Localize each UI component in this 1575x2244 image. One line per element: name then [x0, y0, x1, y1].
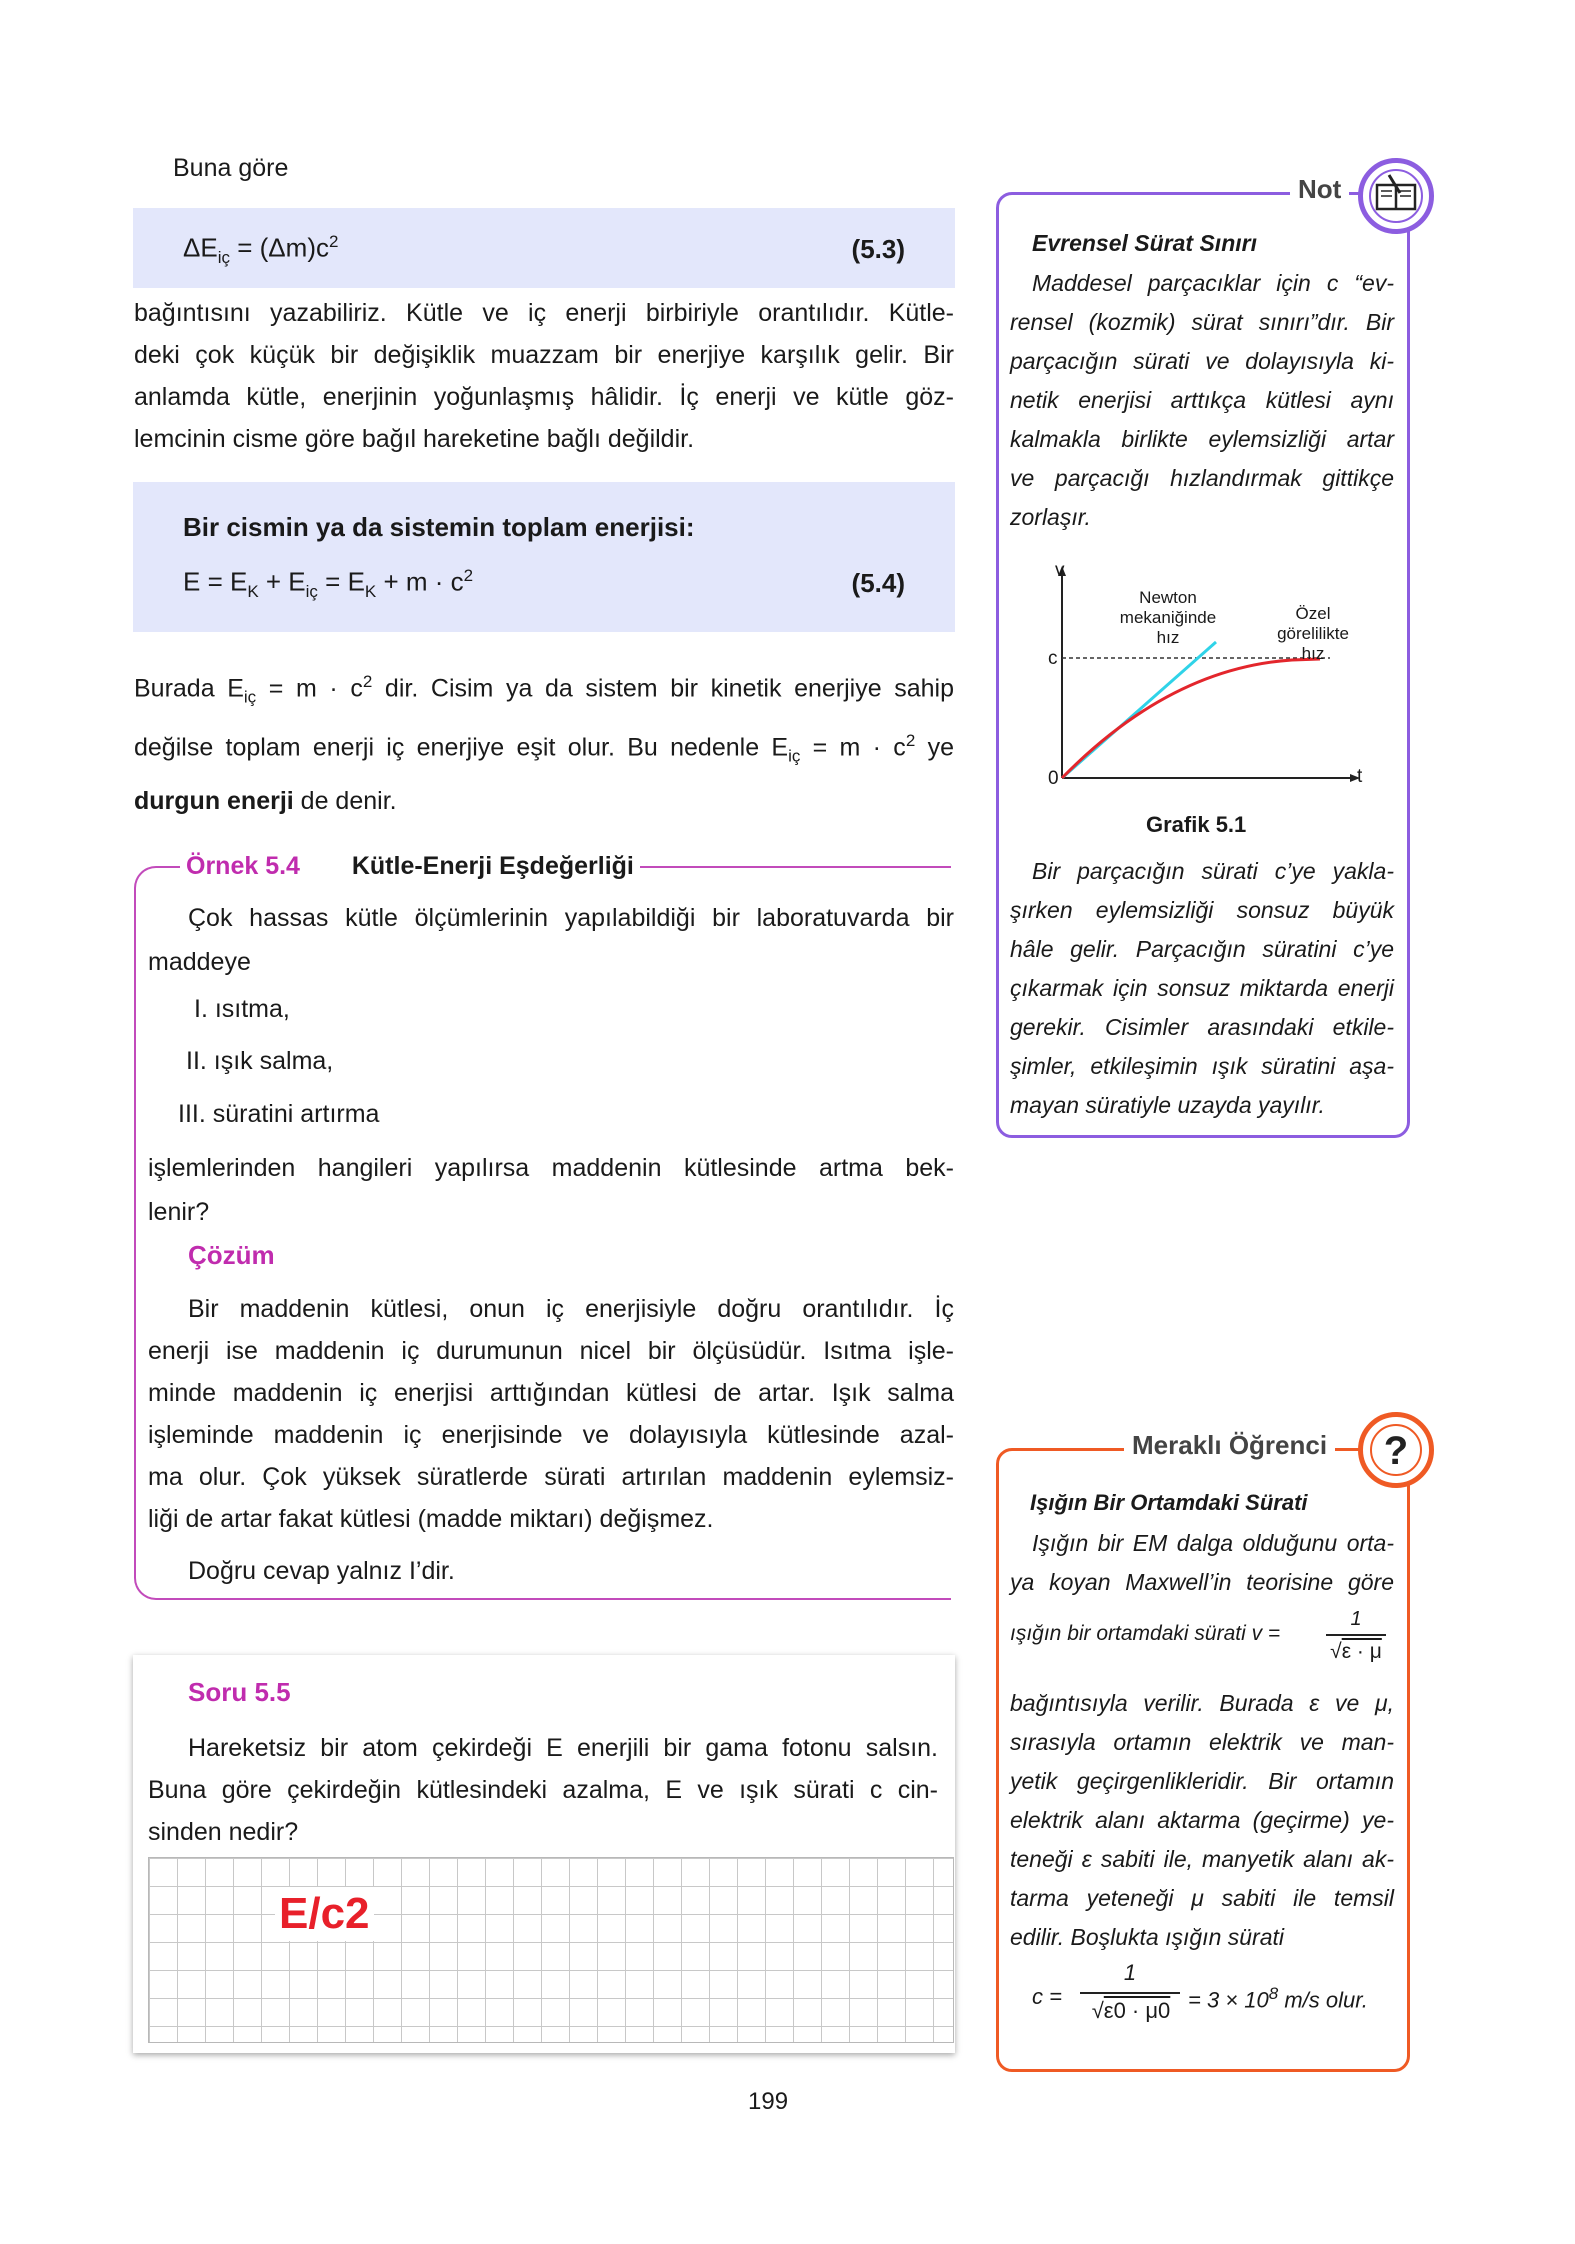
- example-item-2: II. ışık salma,: [186, 1047, 334, 1075]
- graph-x-label: t: [1357, 766, 1363, 787]
- equation-5-3: $\Delta E_{iç} = (\Delta m)c^2$: [183, 232, 339, 267]
- svg-text:?: ?: [1383, 1429, 1409, 1473]
- example-title: Kütle-Enerji Eşdeğerliği: [351, 852, 634, 880]
- solution-label: Çözüm: [188, 1240, 275, 1270]
- final-formula-suffix: = $3 \times 10^8$ m/s olur.: [1188, 1984, 1368, 2013]
- example-label: Örnek 5.4: [186, 852, 300, 880]
- curious-formula-den: √ε · μ: [1330, 1640, 1382, 1663]
- equation-5-4-title: Bir cismin ya da sistemin toplam enerjisi:: [183, 512, 695, 542]
- equation-5-3-number: (5.3): [851, 234, 905, 264]
- equation-5-3-box: [133, 208, 955, 288]
- curious-title: Işığın Bir Ortamdaki Sürati: [1030, 1490, 1308, 1515]
- curious-fraction-bar: [1326, 1634, 1386, 1636]
- equation-5-4-box: [133, 482, 955, 632]
- curious-formula-prefix: ışığın bir ortamdaki sürati v =: [1010, 1622, 1281, 1645]
- note-title: Evrensel Sürat Sınırı: [1032, 230, 1257, 256]
- example-question: işlemlerinden hangileri yapılırsa maddenin kütlesinde artma bek- lenir?: [148, 1154, 954, 1226]
- question-card: [133, 1655, 955, 2053]
- question-body: Hareketsiz bir atom çekirdeği E enerjili bir gama fotonu salsın. Buna göre çekirdeğin kütlesindeki azalma, E ve ışık sürati c cin- sinden nedir?: [148, 1734, 938, 1846]
- answer-text: Doğru cevap yalnız I’dir.: [188, 1557, 455, 1585]
- page-number: 199: [748, 2088, 789, 2115]
- example-item-1: I. ısıtma,: [194, 995, 290, 1023]
- example-body: Çok hassas kütle ölçümlerinin yapılabildiği bir laboratuvarda bir maddeye: [148, 904, 954, 976]
- final-formula-num: 1: [1123, 1960, 1137, 1985]
- example-item-3: III. süratini artırma: [178, 1100, 380, 1128]
- equation-5-4: $E = E_K + E_{iç} = E_K + m \cdot c^2$: [183, 566, 474, 601]
- example-header: [180, 852, 640, 881]
- curious-body-2: bağıntısıyla verilir. Burada ε ve μ, sırasıyla ortamın elektrik ve man- yetik geçirgenlikleridir. Bir ortamın elektrik alanı aktarma (geçirme) ye- teneği ε sabiti ile, manyetik alanı ak- tarma yeteneği μ sabiti ile temsil edilir. Boşlukta ışığın sürati: [1010, 1690, 1394, 1950]
- graph-origin-label: 0: [1048, 768, 1059, 789]
- curious-formula-num: 1: [1350, 1608, 1362, 1630]
- question-label: Soru 5.5: [188, 1677, 291, 1707]
- note-body: Maddesel parçacıklar için c “ev- rensel (kozmik) sürat sınırı”dır. Bir parçacığın sürati ve dolayısıyla ki- netik enerjisi arttıkça kütlesi aynı kalmakla birlikte eylemsizliği artar ve parçacığı hızlandırmak gittikçe zorlaşır.: [1010, 270, 1394, 530]
- final-fraction-bar: [1080, 1992, 1180, 1994]
- graph-relativity-label: Özel görelilikte hız: [1277, 604, 1349, 663]
- final-formula-prefix: c =: [1032, 1984, 1062, 2009]
- note-book-icon: [1358, 158, 1434, 234]
- intro-text: Buna göre: [173, 154, 289, 182]
- answer-grid[interactable]: [148, 1857, 954, 2043]
- handwritten-answer: E/c2: [275, 1887, 374, 1941]
- paragraph-2: Burada $E_{iç} = m \cdot c^2$ dir. Cisim ya da sistem bir kinetik enerjiye sahip değilse toplam enerji iç enerjiye eşit olur. Bu nedenle $E_{iç} = m \cdot c^2$ ye durgun enerji de denir.: [134, 672, 954, 815]
- paragraph-1: bağıntısını yazabiliriz. Kütle ve iç enerji birbiriyle orantılıdır. Kütle- deki çok küçük bir değişiklik muazzam bir enerjiye karşılık gelir. Bir anlamda kütle, enerjinin yoğunlaşmış hâlidir. İç enerji ve kütle göz- lemcinin cisme göre bağıl hareketine bağlı değildir.: [134, 299, 954, 453]
- graph-y-label: v: [1055, 560, 1065, 581]
- graph-c-label: c: [1048, 648, 1058, 669]
- curious-body: Işığın bir EM dalga olduğunu orta- ya koyan Maxwell’in teorisine göre: [1010, 1530, 1394, 1595]
- equation-5-4-number: (5.4): [851, 568, 905, 598]
- curious-header: Meraklı Öğrenci: [1124, 1430, 1335, 1461]
- final-formula-den: √ε0 · μ0: [1091, 1998, 1171, 2023]
- graph-caption: Grafik 5.1: [1146, 812, 1247, 837]
- note-after-body: Bir parçacığın sürati c’ye yakla- şırken eylemsizliği sonsuz büyük hâle gelir. Parçacığın süratini c’ye çıkarmak için sonsuz miktarda enerji gerekir. Cisimler arasındaki etkile- şimler, etkileşimin ışık süratini aşa- mayan süratiyle uzayda yayılır.: [1010, 858, 1394, 1118]
- graph-newton-label: Newton mekaniğinde hız: [1119, 588, 1217, 647]
- solution-body: Bir maddenin kütlesi, onun iç enerjisiyle doğru orantılıdır. İç enerji ise maddenin iç durumunun nicel bir ölçüsüdür. Isıtma işle- minde maddenin iç enerjisi arttığından kütlesi de artar. Işık salma işleminde maddenin iç enerjisinde ve dolayısıyla kütlesinde azal- ma olur. Çok yüksek süratlerde sürati artırılan maddenin eylemsiz- liği de artar fakat kütlesi (madde miktarı) değişmez.: [148, 1295, 954, 1533]
- note-header: Not: [1290, 174, 1349, 205]
- question-mark-icon: [1358, 1412, 1434, 1488]
